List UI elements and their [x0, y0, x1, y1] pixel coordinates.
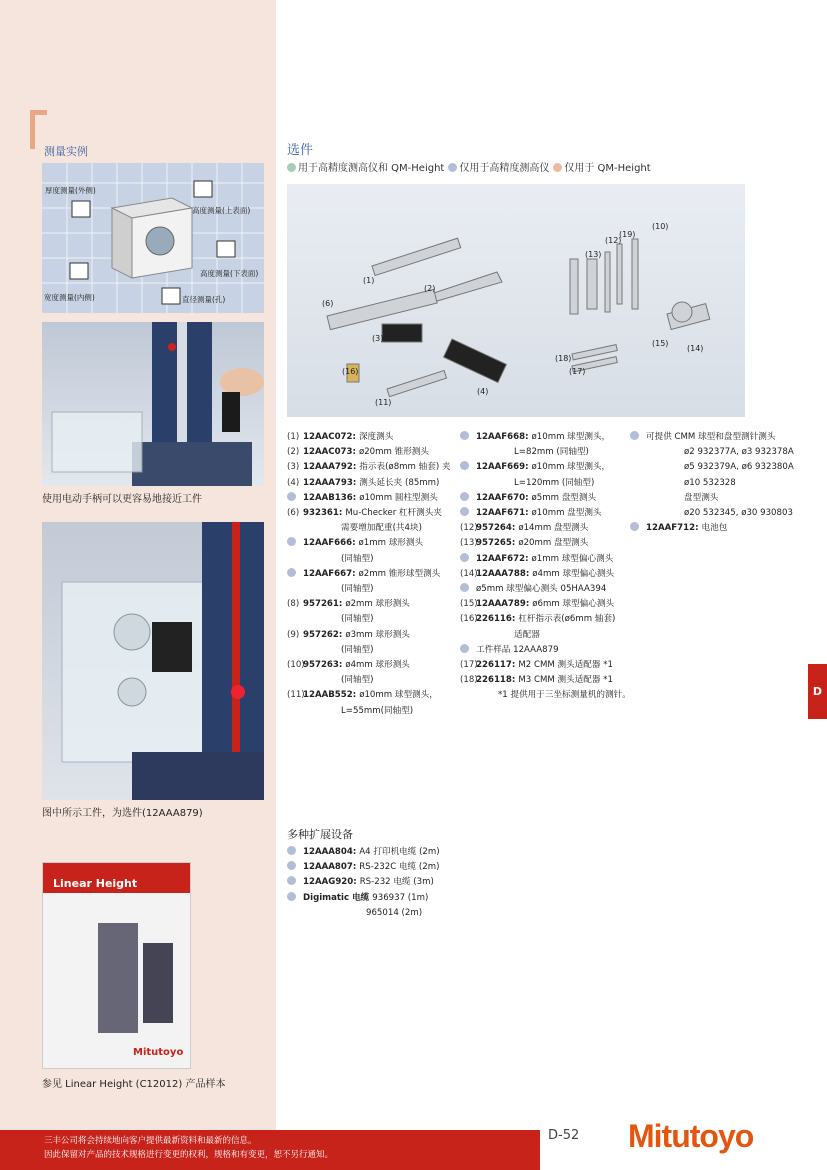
item-desc: 工件样品 12AAA879 [476, 644, 559, 655]
item-number [287, 536, 303, 551]
item-number [460, 491, 476, 506]
item-desc: ø3mm 球形测头 [345, 629, 410, 640]
item-number [630, 491, 646, 506]
item-desc: (同轴型) [341, 675, 374, 686]
expansion-bullet [287, 860, 303, 875]
item-desc: M2 CMM 测头适配器 *1 [518, 660, 613, 671]
item-code: 12AAA792: [303, 462, 357, 473]
catalog-brand: Mitutoyo [133, 1047, 184, 1058]
photo-label-15: (15) [652, 339, 669, 348]
item-code: 12AAC072: [303, 432, 356, 442]
list-item [460, 536, 630, 551]
item-number [287, 521, 303, 536]
photo-label-3: (3) [372, 334, 384, 343]
expansion-code: Digimatic 电缆 [303, 892, 370, 903]
item-code: 12AAA793: [303, 477, 357, 488]
item-number: (4) [287, 477, 300, 488]
workpiece-illustration [42, 522, 264, 800]
item-number [460, 460, 476, 475]
legend-qm: 仅用于 QM-Height [553, 159, 650, 174]
expansion-code [303, 906, 363, 921]
item-code: 12AAB136: [303, 492, 357, 503]
list-item [630, 491, 808, 506]
item-desc: ø1mm 球型偏心测头 [531, 553, 614, 564]
list-item [460, 643, 630, 658]
expansion-desc: 965014 (2m) [366, 907, 423, 918]
item-desc: (同轴型) [341, 644, 374, 655]
item-desc: ø4mm 球形测头 [345, 660, 410, 671]
list-item [287, 460, 459, 475]
list-item [460, 476, 630, 491]
item-number [287, 612, 303, 627]
photo-label-17: (17) [569, 367, 586, 376]
section-tab-d[interactable]: D [808, 664, 827, 719]
item-desc: (同轴型) [341, 584, 374, 595]
item-desc: 需要增加配重(共4块) [341, 523, 422, 534]
item-number: (12) [460, 523, 478, 534]
item-bullet-dot [460, 431, 469, 440]
label-height-top: 高度测量(上表面) [192, 206, 251, 215]
height-gauge-illustration [42, 322, 264, 486]
footer-bar [0, 1130, 540, 1170]
expansion-bullet [287, 891, 303, 906]
item-number [630, 445, 646, 460]
item-number [460, 445, 476, 460]
label-thickness-outer: 厚度测量(外侧) [45, 186, 96, 195]
photo-electric-handle [42, 322, 264, 486]
item-desc: ø10mm 球型测头， [531, 462, 611, 473]
item-desc: L=120mm (同轴型) [514, 477, 595, 488]
item-desc: L=82mm (同轴型) [514, 447, 589, 458]
expansion-item [287, 875, 547, 890]
list-item [460, 521, 630, 536]
item-code: 12AAF666: [303, 538, 356, 549]
item-desc: (同轴型) [341, 614, 374, 625]
item-code: 12AAF668: [476, 432, 529, 442]
item-code: 932361: [303, 508, 343, 519]
photo-workpiece-sample [42, 522, 264, 800]
item-bullet-dot [287, 568, 296, 577]
brand-logo: Mitutoyo [628, 1118, 754, 1154]
photo-label-11: (11) [375, 398, 392, 407]
item-number: (16) [460, 614, 478, 625]
catalog-cover[interactable] [42, 862, 191, 1069]
item-desc: L=55mm(同轴型) [341, 705, 414, 716]
item-desc: ø10 532328 [684, 477, 736, 488]
expansion-code: 12AAA804: [303, 847, 357, 857]
options-legend [287, 159, 651, 174]
item-bullet-dot [287, 892, 296, 901]
footer-line-1: 三丰公司将会持续地向客户提供最新资料和最新的信息。 [44, 1136, 257, 1146]
item-code: 12AAA788: [476, 568, 530, 579]
catalog-title: Linear Height [53, 877, 138, 890]
item-desc: ø20mm 锥形测头 [358, 447, 429, 458]
item-number [630, 506, 646, 521]
options-title: 选件 [287, 143, 314, 158]
photo-label-4: (4) [477, 387, 489, 396]
item-number [630, 460, 646, 475]
item-desc: ø1mm 球形测头 [358, 538, 424, 549]
list-item [287, 597, 459, 612]
list-item [287, 521, 459, 536]
item-bullet-dot [287, 876, 296, 885]
expansion-code: 12AAG920: [303, 877, 357, 888]
item-number: (11) [287, 690, 305, 701]
item-code: 957265: [476, 538, 516, 549]
list-item [460, 460, 630, 475]
item-desc: 测头延长夹 (85mm) [359, 477, 440, 488]
list-item [287, 552, 459, 567]
item-desc: ø6mm 球型偏心测头 [532, 599, 615, 610]
item-bullet-dot [460, 507, 469, 516]
options-list-col3 [630, 430, 808, 536]
item-code: 226118: [476, 675, 516, 686]
item-desc: ø10mm 球型测头， [359, 690, 438, 701]
item-number: (15) [460, 599, 478, 610]
item-number [630, 430, 646, 445]
photo-label-1: (1) [363, 276, 375, 285]
photo-label-12: (12) [605, 236, 622, 245]
options-list-col2 [460, 430, 630, 704]
item-desc: M3 CMM 测头适配器 *1 [518, 675, 613, 686]
photo-label-19: (19) [619, 230, 636, 239]
list-item [460, 688, 630, 703]
item-code: 12AAF667: [303, 568, 356, 579]
item-desc: ø2 932377A, ø3 932378A [684, 447, 794, 458]
item-desc: 适配器 [514, 629, 540, 640]
item-bullet-dot [630, 522, 639, 531]
list-item [287, 612, 459, 627]
item-code: 226117: [476, 660, 516, 671]
item-number [460, 430, 476, 445]
item-number [460, 628, 476, 643]
item-desc: ø14mm 盘型测头 [518, 523, 589, 534]
item-bullet-dot [460, 553, 469, 562]
legend-dot-blue [448, 163, 457, 172]
photo-label-16: (16) [342, 367, 359, 376]
list-item [460, 506, 630, 521]
item-number [287, 643, 303, 658]
item-desc: ø10mm 盘型测头 [531, 508, 602, 519]
expansion-list [287, 845, 547, 921]
item-number [287, 704, 303, 719]
item-bullet-dot [460, 583, 469, 592]
item-bullet-dot [630, 431, 639, 440]
expansion-item [287, 860, 547, 875]
item-number: (14) [460, 568, 478, 579]
list-item [630, 521, 808, 536]
list-item [287, 673, 459, 688]
list-item [287, 643, 459, 658]
item-code: 12AAA789: [476, 599, 530, 610]
item-number [287, 567, 303, 582]
list-item [287, 536, 459, 551]
item-desc: 盘型测头 [684, 492, 719, 503]
expansion-desc: RS-232 电缆 (3m) [359, 877, 434, 888]
item-bullet-dot [460, 492, 469, 501]
expansion-code: 12AAA807: [303, 862, 357, 873]
list-item [287, 506, 459, 521]
photo-label-18: (18) [555, 354, 572, 363]
item-number: (13) [460, 538, 478, 549]
photo-label-10: (10) [652, 222, 669, 231]
caption-workpiece-sample: 图中所示工件，为选件(12AAA879) [42, 808, 203, 819]
page-number: D-52 [548, 1128, 580, 1143]
item-number: (18) [460, 675, 478, 686]
caption-catalog: 参见 Linear Height (C12012) 产品样本 [42, 1079, 226, 1090]
item-number: (9) [287, 629, 300, 640]
label-height-bottom: 高度测量(下表面) [200, 269, 259, 278]
item-number: (2) [287, 447, 300, 458]
list-item [460, 552, 630, 567]
item-desc: ø2mm 锥形球型测头 [358, 568, 441, 579]
footer-line-2: 因此保留对产品的技术规格进行变更的权利，规格和有变更，恕不另行通知。 [44, 1150, 334, 1160]
list-item [630, 460, 808, 475]
expansion-desc: A4 打印机电缆 (2m) [359, 847, 440, 857]
list-item [460, 658, 630, 673]
legend-both: 用于高精度测高仪和 QM-Height [287, 159, 444, 174]
list-item [460, 597, 630, 612]
expansion-item [287, 906, 547, 921]
item-desc: (同轴型) [341, 553, 374, 564]
item-code: 12AAF670: [476, 492, 529, 503]
item-code: 957262: [303, 629, 343, 640]
item-code: 12AAB552: [303, 690, 357, 701]
item-number: (17) [460, 660, 478, 671]
photo-label-6: (6) [322, 299, 334, 308]
photo-label-13: (13) [585, 250, 602, 259]
item-number [287, 491, 303, 506]
list-item [630, 430, 808, 445]
probe-illustration [287, 184, 745, 417]
item-bullet-dot [460, 644, 469, 653]
item-desc: ø4mm 球型偏心测头 [532, 568, 615, 579]
item-number [287, 582, 303, 597]
item-desc: 指示表(ø8mm 轴套) 夹 [359, 462, 451, 473]
list-item [460, 612, 630, 627]
expansion-desc: 936937 (1m) [372, 892, 429, 903]
list-item [287, 445, 459, 460]
list-item [630, 506, 808, 521]
list-item [287, 476, 459, 491]
item-desc: 可提供 CMM 球型和盘型测针测头 [646, 432, 776, 442]
legend-dot-green [287, 163, 296, 172]
item-bullet-dot [287, 861, 296, 870]
list-item [460, 491, 630, 506]
item-desc: ø10mm 球型测头， [531, 432, 611, 442]
list-item [460, 567, 630, 582]
item-code: 226116: [476, 614, 516, 625]
options-list-col1 [287, 430, 459, 719]
item-desc: Mu-Checker 杠杆测头夹 [345, 508, 442, 519]
workpiece-block [112, 198, 192, 278]
list-item [287, 688, 459, 703]
item-code: 12AAF712: [646, 523, 699, 534]
item-number [287, 673, 303, 688]
list-item [287, 430, 459, 445]
photo-label-14: (14) [687, 344, 704, 353]
item-desc: 杠杆指示表(ø6mm 轴套) [518, 614, 616, 625]
item-number [460, 582, 476, 597]
item-code: 957263: [303, 660, 343, 671]
expansion-desc: RS-232C 电缆 (2m) [359, 862, 440, 873]
item-desc: ø20 532345, ø30 930803 [684, 508, 793, 519]
item-code: 957261: [303, 599, 343, 610]
photo-label-2: (2) [424, 284, 436, 293]
item-desc: ø10mm 圆柱型测头 [359, 492, 438, 503]
caption-electric-handle: 使用电动手柄可以更容易地接近工件 [42, 494, 202, 505]
section-title-measurement: 测量实例 [44, 145, 88, 158]
item-desc: ø2mm 球形测头 [345, 599, 410, 610]
item-number: (10) [287, 660, 305, 671]
list-item [287, 628, 459, 643]
list-item [460, 673, 630, 688]
item-number: (8) [287, 599, 300, 610]
list-item [460, 628, 630, 643]
expansion-bullet [287, 906, 303, 921]
item-number: (3) [287, 462, 300, 473]
list-item [460, 430, 630, 445]
item-desc: ø20mm 盘型测头 [518, 538, 589, 549]
item-bullet-dot [460, 461, 469, 470]
item-bullet-dot [287, 846, 296, 855]
list-item [287, 658, 459, 673]
item-number [460, 506, 476, 521]
list-item [287, 582, 459, 597]
item-number [287, 552, 303, 567]
measurement-diagram [42, 163, 264, 313]
expansion-item [287, 845, 547, 860]
options-photo [287, 184, 745, 417]
item-code: 12AAF672: [476, 553, 529, 564]
legend-high-precision: 仅用于高精度测高仪 [448, 159, 549, 174]
label-diameter-hole: 直径测量(孔) [182, 295, 226, 304]
list-item [460, 582, 630, 597]
item-desc: 电池包 [701, 523, 728, 534]
list-item [630, 476, 808, 491]
list-item [287, 704, 459, 719]
item-number [460, 552, 476, 567]
item-desc: 深度测头 [358, 432, 394, 442]
item-desc: ø5mm 球型偏心测头 05HAA394 [476, 584, 607, 595]
list-item [287, 567, 459, 582]
item-code: 12AAF669: [476, 462, 529, 473]
item-number: (6) [287, 508, 300, 519]
item-number [630, 521, 646, 536]
legend-dot-orange [553, 163, 562, 172]
list-item [287, 491, 459, 506]
expansion-title: 多种扩展设备 [287, 828, 353, 841]
item-number [630, 476, 646, 491]
item-code: 12AAF671: [476, 508, 529, 519]
item-number [460, 643, 476, 658]
expansion-item [287, 891, 547, 906]
list-item [460, 445, 630, 460]
item-desc: ø5mm 盘型测头 [531, 492, 597, 503]
item-desc: *1 提供用于三坐标测量机的测针。 [498, 690, 631, 701]
list-item [630, 445, 808, 460]
item-number: (1) [287, 432, 300, 442]
item-bullet-dot [287, 492, 296, 501]
item-number [460, 476, 476, 491]
item-desc: ø5 932379A, ø6 932380A [684, 462, 794, 473]
item-code: 12AAC073: [303, 447, 356, 458]
expansion-bullet [287, 875, 303, 890]
label-width-inner: 宽度测量(内侧) [44, 293, 95, 302]
item-code: 957264: [476, 523, 516, 534]
expansion-bullet [287, 845, 303, 860]
item-bullet-dot [287, 537, 296, 546]
